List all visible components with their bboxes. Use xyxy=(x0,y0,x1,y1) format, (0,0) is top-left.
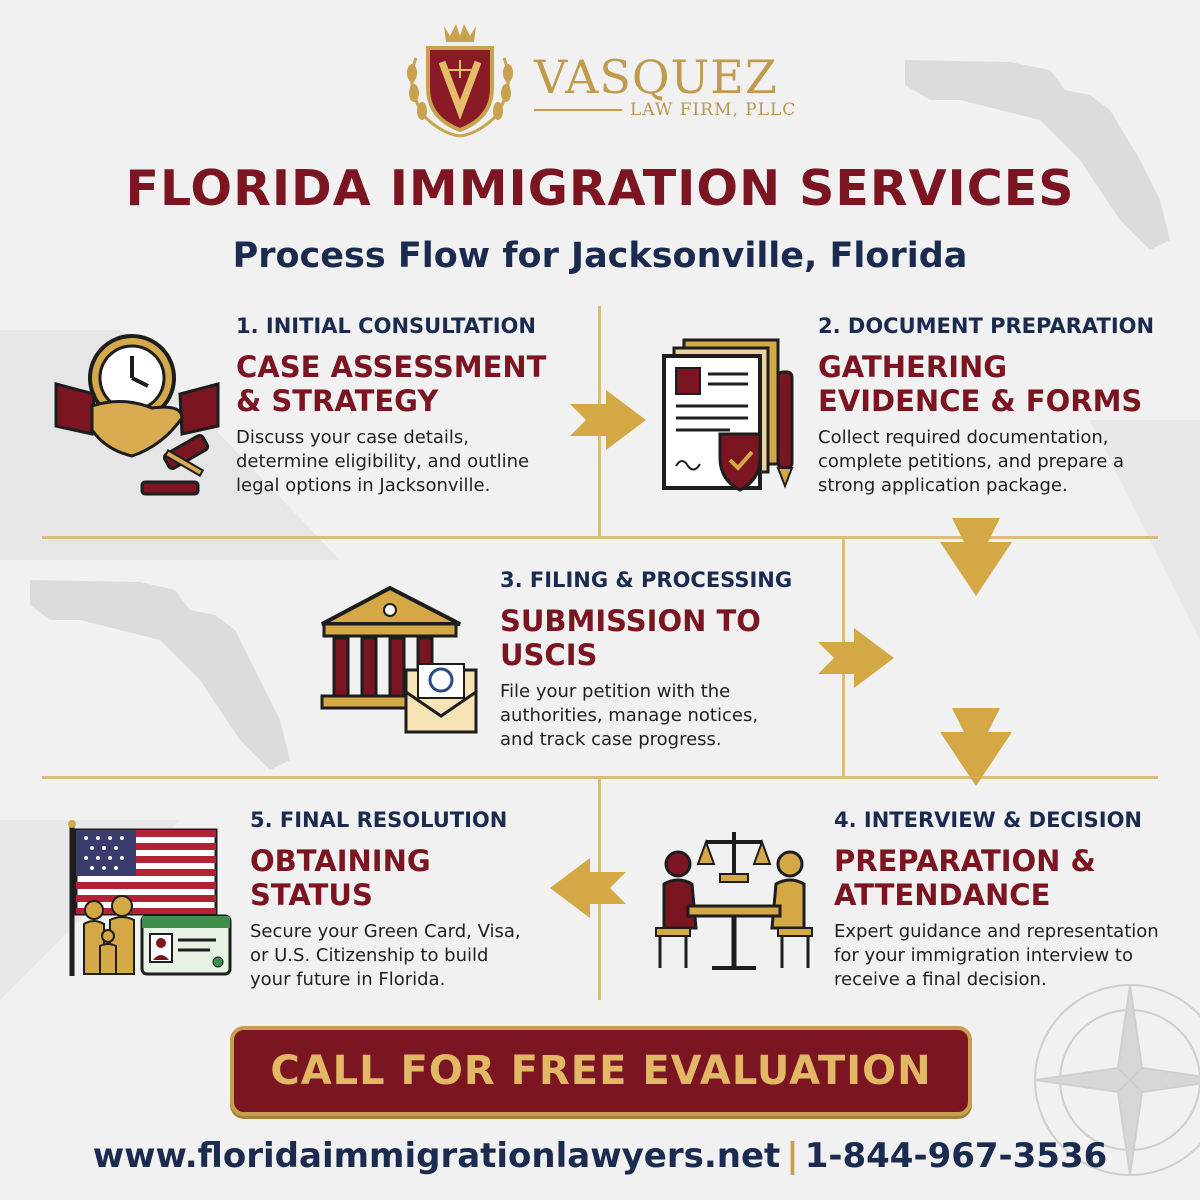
step-5-description: Secure your Green Card, Visa, or U.S. Citizenship to build your future in Florida. xyxy=(250,921,521,990)
phone-number[interactable]: 1-844-967-3536 xyxy=(804,1136,1108,1176)
step-3-title: SUBMISSION TO USCIS xyxy=(500,604,761,672)
step-3-description: File your petition with the authorities, manage notices, and track case progress. xyxy=(500,681,759,750)
free-evaluation-button[interactable]: CALL FOR FREE EVALUATION xyxy=(230,1026,972,1116)
brand-subtitle: LAW FIRM, PLLC xyxy=(630,100,797,120)
step-5 xyxy=(250,808,570,992)
step-5-title: OBTAINING STATUS xyxy=(250,844,431,912)
arrow-down-icon xyxy=(936,706,1016,790)
step-1-heading: 1. INITIAL CONSULTATION xyxy=(236,314,536,338)
step-4 xyxy=(834,808,1184,992)
flag-family-greencard-icon xyxy=(64,820,234,980)
website-link[interactable]: www.floridaimmigrationlawyers.net xyxy=(92,1136,781,1176)
arrow-right-icon xyxy=(566,388,650,452)
documents-pen-shield-icon xyxy=(660,336,806,496)
brand-name: VASQUEZ xyxy=(534,50,778,104)
arrow-right-icon xyxy=(814,626,898,690)
brand-divider xyxy=(534,109,622,111)
arrow-down-icon xyxy=(936,516,1016,600)
page-subtitle: Process Flow for Jacksonville, Florida xyxy=(232,236,968,276)
step-4-title: PREPARATION & ATTENDANCE xyxy=(834,844,1096,912)
law-firm-crest-icon xyxy=(398,18,522,140)
step-5-heading: 5. FINAL RESOLUTION xyxy=(250,808,508,832)
page-title: FLORIDA IMMIGRATION SERVICES xyxy=(125,160,1075,217)
step-2-description: Collect required documentation, complete petitions, and prepare a strong application package. xyxy=(818,427,1125,496)
step-2-title: GATHERING EVIDENCE & FORMS xyxy=(818,350,1143,418)
step-2 xyxy=(818,314,1188,498)
brand-block xyxy=(534,52,814,120)
step-1 xyxy=(236,314,576,498)
step-3-heading: 3. FILING & PROCESSING xyxy=(500,568,793,592)
step-2-heading: 2. DOCUMENT PREPARATION xyxy=(818,314,1155,338)
step-3 xyxy=(500,568,820,752)
contact-footer xyxy=(0,1136,1200,1176)
interview-scales-icon xyxy=(650,828,818,974)
handshake-clock-gavel-icon xyxy=(52,326,222,500)
step-1-description: Discuss your case details, determine eligibility, and outline legal options in Jacksonville. xyxy=(236,427,530,496)
courthouse-envelope-icon xyxy=(318,584,480,736)
step-4-heading: 4. INTERVIEW & DECISION xyxy=(834,808,1143,832)
step-4-description: Expert guidance and representation for your immigration interview to receive a final decision. xyxy=(834,921,1159,990)
footer-separator: | xyxy=(786,1136,799,1176)
step-1-title: CASE ASSESSMENT & STRATEGY xyxy=(236,350,547,418)
